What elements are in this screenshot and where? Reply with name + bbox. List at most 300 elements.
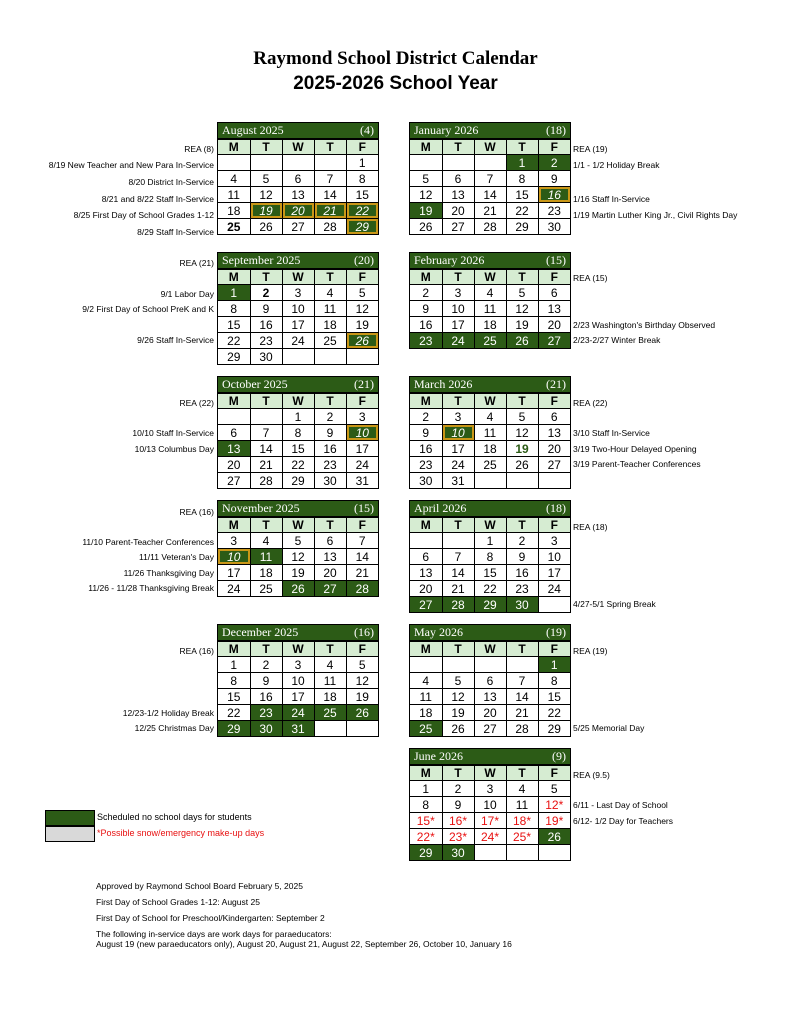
week-row xyxy=(410,155,570,171)
month-header xyxy=(410,625,570,641)
day-cell: 16 xyxy=(250,689,282,705)
day-cell: 5 xyxy=(346,657,378,673)
day-cell: 28 xyxy=(346,581,378,597)
calendar-note: 8/25 First Day of School Grades 1-12 xyxy=(73,210,214,220)
weekday-header: T xyxy=(442,518,474,533)
day-cell: 24* xyxy=(474,829,506,845)
weekday-header: T xyxy=(506,270,538,285)
day-cell: 24 xyxy=(442,457,474,473)
week-row xyxy=(218,581,378,597)
day-cell xyxy=(282,155,314,171)
weekday-header: T xyxy=(250,140,282,155)
weekday-header: F xyxy=(538,766,570,781)
day-cell: 12 xyxy=(250,187,282,203)
month-header xyxy=(218,625,378,641)
day-cell: 29 xyxy=(218,349,250,365)
day-cell: 1 xyxy=(218,285,250,301)
calendar-note: 3/19 Two-Hour Delayed Opening xyxy=(573,444,697,454)
month-table xyxy=(410,393,570,488)
month-name: March 2026 xyxy=(414,377,473,391)
day-cell: 7 xyxy=(474,171,506,187)
weekday-header: T xyxy=(442,270,474,285)
month-header xyxy=(410,749,570,765)
day-cell: 8 xyxy=(346,171,378,187)
day-cell: 29 xyxy=(506,219,538,235)
week-row xyxy=(410,333,570,349)
day-cell: 27 xyxy=(538,333,570,349)
day-cell: 12 xyxy=(442,689,474,705)
day-cell: 12 xyxy=(282,549,314,565)
day-cell: 30 xyxy=(250,721,282,737)
calendar-title: Raymond School District Calendar xyxy=(253,48,538,69)
day-cell xyxy=(314,721,346,737)
legend-label: Scheduled no school days for students xyxy=(97,812,252,822)
day-cell xyxy=(474,657,506,673)
month-calendar-april-2026 xyxy=(409,500,571,613)
weekday-header: T xyxy=(506,140,538,155)
month-table xyxy=(218,517,378,596)
calendar-note: 8/29 Staff In-Service xyxy=(137,227,214,237)
day-cell: 24 xyxy=(282,705,314,721)
day-cell: 16 xyxy=(410,441,442,457)
weekday-header: M xyxy=(410,766,442,781)
day-cell: 16 xyxy=(410,317,442,333)
day-cell: 19 xyxy=(250,203,282,219)
calendar-note: REA (19) xyxy=(573,646,608,656)
day-cell: 12 xyxy=(410,187,442,203)
day-cell: 2 xyxy=(506,533,538,549)
day-cell xyxy=(474,845,506,861)
calendar-note: 1/16 Staff In-Service xyxy=(573,194,650,204)
day-cell: 2 xyxy=(250,285,282,301)
month-header xyxy=(410,123,570,139)
month-name: September 2025 xyxy=(222,253,301,267)
week-row xyxy=(410,705,570,721)
week-row xyxy=(410,285,570,301)
day-cell: 12 xyxy=(346,673,378,689)
day-cell: 12* xyxy=(538,797,570,813)
day-cell: 21 xyxy=(346,565,378,581)
day-cell: 13 xyxy=(282,187,314,203)
day-cell: 8 xyxy=(410,797,442,813)
weekday-header: W xyxy=(282,140,314,155)
week-row xyxy=(218,317,378,333)
day-cell: 21 xyxy=(506,705,538,721)
day-cell: 6 xyxy=(218,425,250,441)
day-cell: 16 xyxy=(250,317,282,333)
day-cell: 15 xyxy=(346,187,378,203)
day-cell: 19 xyxy=(346,317,378,333)
day-cell: 10 xyxy=(218,549,250,565)
month-calendar-september-2025 xyxy=(217,252,379,365)
day-cell: 29 xyxy=(474,597,506,613)
day-cell: 9 xyxy=(538,171,570,187)
weekday-header: F xyxy=(538,642,570,657)
day-cell: 3 xyxy=(218,533,250,549)
calendar-note: 11/11 Veteran's Day xyxy=(138,552,214,562)
weekday-header: F xyxy=(538,270,570,285)
calendar-note: REA (21) xyxy=(179,258,214,268)
day-cell: 5 xyxy=(250,171,282,187)
day-cell: 7 xyxy=(442,549,474,565)
day-cell: 4 xyxy=(250,533,282,549)
calendar-note: 9/2 First Day of School PreK and K xyxy=(82,304,214,314)
week-row xyxy=(410,171,570,187)
day-cell: 15 xyxy=(506,187,538,203)
week-row xyxy=(218,473,378,489)
calendar-note: 9/26 Staff In-Service xyxy=(137,335,214,345)
weekday-header: F xyxy=(346,642,378,657)
day-cell: 5 xyxy=(506,409,538,425)
calendar-note: 10/10 Staff In-Service xyxy=(132,428,214,438)
week-row xyxy=(410,203,570,219)
day-cell: 19 xyxy=(410,203,442,219)
month-calendar-november-2025 xyxy=(217,500,379,597)
calendar-note: REA (16) xyxy=(179,646,214,656)
day-cell: 11 xyxy=(474,301,506,317)
week-row xyxy=(410,409,570,425)
day-cell: 15 xyxy=(474,565,506,581)
week-row xyxy=(410,301,570,317)
day-cell: 15* xyxy=(410,813,442,829)
calendar-note: 9/1 Labor Day xyxy=(160,289,214,299)
week-row xyxy=(218,721,378,737)
week-row xyxy=(218,203,378,219)
calendar-note: 6/11 - Last Day of School xyxy=(573,800,668,810)
day-cell: 11 xyxy=(410,689,442,705)
week-row xyxy=(218,425,378,441)
school-day-count: (21) xyxy=(546,377,566,391)
month-table xyxy=(410,139,570,234)
day-cell: 15 xyxy=(218,689,250,705)
day-cell: 10 xyxy=(442,301,474,317)
weekday-header: M xyxy=(410,270,442,285)
month-table xyxy=(218,393,378,488)
day-cell: 3 xyxy=(474,781,506,797)
day-cell: 1 xyxy=(218,657,250,673)
school-day-count: (18) xyxy=(546,501,566,515)
day-cell xyxy=(442,533,474,549)
month-table xyxy=(410,269,570,348)
day-cell: 29 xyxy=(282,473,314,489)
week-row xyxy=(410,657,570,673)
day-cell: 11 xyxy=(250,549,282,565)
day-cell: 17 xyxy=(538,565,570,581)
week-row xyxy=(410,797,570,813)
school-day-count: (18) xyxy=(546,123,566,137)
day-cell: 7 xyxy=(250,425,282,441)
weekday-header: F xyxy=(346,518,378,533)
day-cell: 26 xyxy=(506,333,538,349)
weekday-header: F xyxy=(346,394,378,409)
day-cell: 8 xyxy=(218,301,250,317)
day-cell: 4 xyxy=(410,673,442,689)
day-cell: 10 xyxy=(346,425,378,441)
week-row xyxy=(410,581,570,597)
day-cell: 1 xyxy=(538,657,570,673)
day-cell: 12 xyxy=(506,425,538,441)
day-cell: 12 xyxy=(346,301,378,317)
day-cell: 16 xyxy=(538,187,570,203)
calendar-note: 11/10 Parent-Teacher Conferences xyxy=(82,537,214,547)
week-row xyxy=(410,457,570,473)
day-cell: 28 xyxy=(506,721,538,737)
day-cell: 20 xyxy=(410,581,442,597)
weekday-header: W xyxy=(474,642,506,657)
day-cell: 18 xyxy=(474,317,506,333)
day-cell: 19 xyxy=(506,317,538,333)
school-day-count: (20) xyxy=(354,253,374,267)
day-cell xyxy=(538,473,570,489)
day-cell: 13 xyxy=(218,441,250,457)
day-cell: 6 xyxy=(282,171,314,187)
day-cell: 26 xyxy=(282,581,314,597)
calendar-note: 10/13 Columbus Day xyxy=(134,444,214,454)
day-cell: 5 xyxy=(410,171,442,187)
weekday-header: M xyxy=(218,394,250,409)
day-cell: 29 xyxy=(346,219,378,235)
day-cell: 26 xyxy=(506,457,538,473)
day-cell: 23 xyxy=(250,705,282,721)
day-cell: 4 xyxy=(506,781,538,797)
week-row xyxy=(410,845,570,861)
day-cell: 30 xyxy=(442,845,474,861)
day-cell: 6 xyxy=(538,285,570,301)
day-cell: 16* xyxy=(442,813,474,829)
day-cell: 10 xyxy=(474,797,506,813)
day-cell: 14 xyxy=(506,689,538,705)
day-cell: 29 xyxy=(538,721,570,737)
day-cell: 18 xyxy=(218,203,250,219)
day-cell: 20 xyxy=(538,317,570,333)
month-name: November 2025 xyxy=(222,501,300,515)
day-cell: 8 xyxy=(474,549,506,565)
day-cell: 14 xyxy=(346,549,378,565)
day-cell: 10 xyxy=(442,425,474,441)
calendar-note: REA (8) xyxy=(184,144,214,154)
day-cell: 3 xyxy=(538,533,570,549)
day-cell: 30 xyxy=(410,473,442,489)
calendar-note: REA (22) xyxy=(573,398,608,408)
weekday-header: T xyxy=(250,642,282,657)
day-cell: 7 xyxy=(506,673,538,689)
day-cell xyxy=(474,473,506,489)
day-cell: 24 xyxy=(442,333,474,349)
day-cell: 15 xyxy=(538,689,570,705)
day-cell: 2 xyxy=(314,409,346,425)
month-calendar-march-2026 xyxy=(409,376,571,489)
day-cell xyxy=(506,657,538,673)
weekday-header: T xyxy=(250,394,282,409)
day-cell: 25 xyxy=(314,333,346,349)
month-table xyxy=(218,641,378,736)
weekday-header: W xyxy=(474,394,506,409)
day-cell: 16 xyxy=(314,441,346,457)
week-row xyxy=(218,705,378,721)
calendar-note: 8/19 New Teacher and New Para In-Service xyxy=(48,160,214,170)
day-cell xyxy=(410,657,442,673)
week-row xyxy=(218,285,378,301)
week-row xyxy=(410,317,570,333)
day-cell xyxy=(314,155,346,171)
weekday-header: T xyxy=(506,766,538,781)
day-cell: 2 xyxy=(538,155,570,171)
day-cell: 5 xyxy=(346,285,378,301)
day-cell: 9 xyxy=(442,797,474,813)
day-cell: 25 xyxy=(250,581,282,597)
month-name: June 2026 xyxy=(414,749,463,763)
day-cell xyxy=(250,155,282,171)
weekday-header: M xyxy=(410,642,442,657)
week-row xyxy=(218,657,378,673)
day-cell: 17 xyxy=(346,441,378,457)
day-cell: 9 xyxy=(410,425,442,441)
day-cell: 6 xyxy=(442,171,474,187)
day-cell: 30 xyxy=(538,219,570,235)
day-cell: 18 xyxy=(314,689,346,705)
month-calendar-august-2025 xyxy=(217,122,379,235)
week-row xyxy=(218,219,378,235)
week-row xyxy=(218,565,378,581)
day-cell: 3 xyxy=(442,409,474,425)
day-cell: 3 xyxy=(442,285,474,301)
weekday-header: M xyxy=(218,642,250,657)
calendar-note: REA (9.5) xyxy=(573,770,610,780)
weekday-header: M xyxy=(410,140,442,155)
calendar-note: 12/25 Christmas Day xyxy=(134,723,214,733)
day-cell: 20 xyxy=(218,457,250,473)
day-cell: 12 xyxy=(506,301,538,317)
day-cell xyxy=(250,409,282,425)
day-cell: 27 xyxy=(474,721,506,737)
week-row xyxy=(410,813,570,829)
day-cell: 14 xyxy=(474,187,506,203)
day-cell: 4 xyxy=(474,285,506,301)
weekday-header: T xyxy=(506,642,538,657)
day-cell: 27 xyxy=(218,473,250,489)
day-cell: 10 xyxy=(282,673,314,689)
day-cell xyxy=(346,349,378,365)
day-cell: 10 xyxy=(538,549,570,565)
day-cell: 27 xyxy=(538,457,570,473)
school-day-count: (21) xyxy=(354,377,374,391)
day-cell: 5 xyxy=(538,781,570,797)
day-cell: 23* xyxy=(442,829,474,845)
week-row xyxy=(218,171,378,187)
day-cell: 25 xyxy=(218,219,250,235)
week-row xyxy=(218,333,378,349)
day-cell: 13 xyxy=(410,565,442,581)
day-cell: 13 xyxy=(442,187,474,203)
day-cell xyxy=(410,155,442,171)
week-row xyxy=(410,565,570,581)
calendar-note: 8/21 and 8/22 Staff In-Service xyxy=(101,194,214,204)
day-cell: 16 xyxy=(506,565,538,581)
day-cell: 13 xyxy=(314,549,346,565)
footer-line: First Day of School Grades 1-12: August 25 xyxy=(96,897,260,907)
day-cell: 22 xyxy=(282,457,314,473)
day-cell xyxy=(282,349,314,365)
day-cell: 19 xyxy=(506,441,538,457)
day-cell: 31 xyxy=(346,473,378,489)
weekday-header: W xyxy=(282,642,314,657)
day-cell: 27 xyxy=(410,597,442,613)
week-row xyxy=(410,597,570,613)
day-cell: 26 xyxy=(538,829,570,845)
weekday-header: M xyxy=(218,518,250,533)
day-cell: 26 xyxy=(346,333,378,349)
day-cell: 23 xyxy=(506,581,538,597)
day-cell: 9 xyxy=(250,301,282,317)
day-cell: 24 xyxy=(282,333,314,349)
day-cell: 27 xyxy=(442,219,474,235)
day-cell: 4 xyxy=(314,657,346,673)
month-table xyxy=(410,517,570,612)
month-header xyxy=(218,377,378,393)
day-cell: 11 xyxy=(314,673,346,689)
week-row xyxy=(218,441,378,457)
day-cell: 5 xyxy=(282,533,314,549)
day-cell: 14 xyxy=(442,565,474,581)
calendar-note: 5/25 Memorial Day xyxy=(573,723,645,733)
calendar-note: 2/23-2/27 Winter Break xyxy=(573,335,661,345)
school-year-title: 2025-2026 School Year xyxy=(293,73,498,94)
week-row xyxy=(410,187,570,203)
day-cell: 21 xyxy=(474,203,506,219)
day-cell xyxy=(314,349,346,365)
month-name: August 2025 xyxy=(222,123,284,137)
day-cell: 29 xyxy=(410,845,442,861)
month-header xyxy=(218,123,378,139)
school-day-count: (19) xyxy=(546,625,566,639)
legend-swatch xyxy=(45,810,95,826)
day-cell: 19* xyxy=(538,813,570,829)
calendar-note: 8/20 District In-Service xyxy=(128,177,214,187)
day-cell: 24 xyxy=(346,457,378,473)
month-header xyxy=(218,253,378,269)
calendar-note: 12/23-1/2 Holiday Break xyxy=(122,708,214,718)
weekday-header: F xyxy=(538,140,570,155)
weekday-header: T xyxy=(250,270,282,285)
day-cell xyxy=(218,409,250,425)
month-table xyxy=(410,765,570,860)
weekday-header: T xyxy=(314,394,346,409)
day-cell: 8 xyxy=(538,673,570,689)
school-day-count: (4) xyxy=(360,123,374,137)
calendar-note: REA (22) xyxy=(179,398,214,408)
week-row xyxy=(218,689,378,705)
day-cell: 31 xyxy=(282,721,314,737)
school-day-count: (16) xyxy=(354,625,374,639)
day-cell xyxy=(346,721,378,737)
week-row xyxy=(218,187,378,203)
day-cell: 28 xyxy=(314,219,346,235)
week-row xyxy=(218,549,378,565)
day-cell: 18 xyxy=(314,317,346,333)
day-cell xyxy=(538,845,570,861)
day-cell: 11 xyxy=(314,301,346,317)
day-cell: 26 xyxy=(410,219,442,235)
day-cell: 24 xyxy=(218,581,250,597)
week-row xyxy=(218,533,378,549)
day-cell: 3 xyxy=(346,409,378,425)
day-cell: 30 xyxy=(506,597,538,613)
week-row xyxy=(410,689,570,705)
day-cell: 22* xyxy=(410,829,442,845)
day-cell: 19 xyxy=(442,705,474,721)
calendar-note: 1/1 - 1/2 Holiday Break xyxy=(573,160,660,170)
weekday-header: F xyxy=(538,518,570,533)
